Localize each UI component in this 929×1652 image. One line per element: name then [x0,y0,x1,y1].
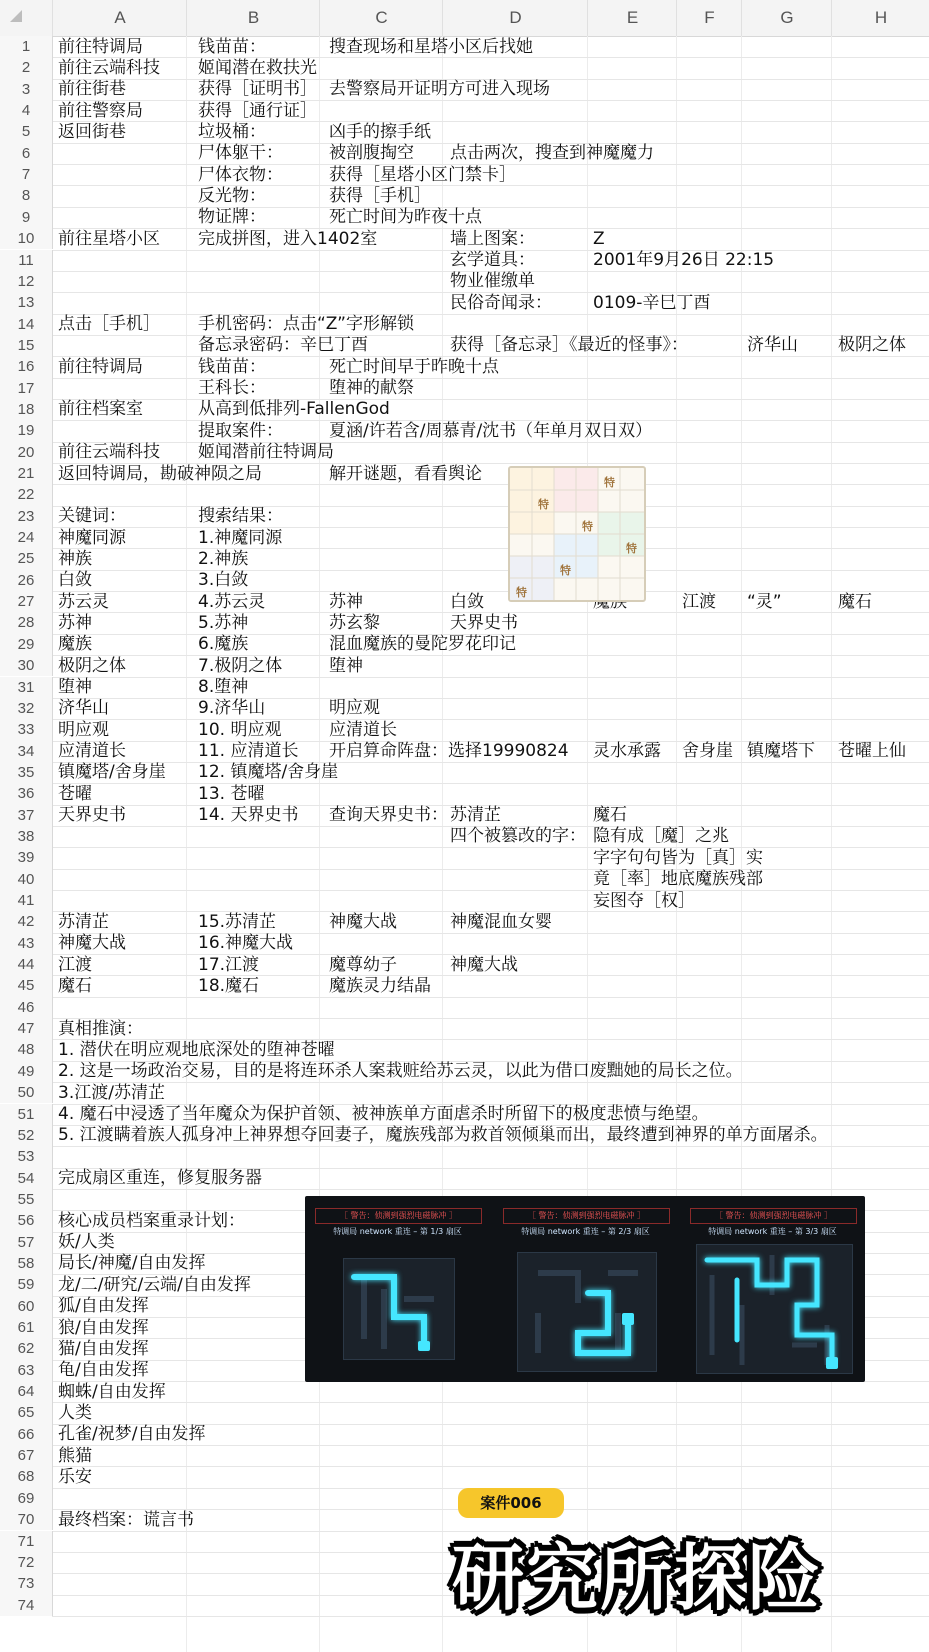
cell-c8[interactable]: 获得［手机］ [329,185,431,206]
row-header[interactable]: 21 [0,463,53,484]
row-gridline [52,399,929,400]
puzzle-tile-mark: 特 [604,476,615,489]
row-header[interactable]: 56 [0,1210,53,1231]
cell-a42[interactable]: 苏清芷 [58,911,109,932]
row-header[interactable]: 33 [0,719,53,740]
column-gridline [587,36,588,1652]
cell-a33[interactable]: 明应观 [58,719,109,740]
row-gridline [52,570,929,571]
cell-b25[interactable]: 2.神族 [198,548,249,569]
row-gridline [52,1466,929,1467]
maze-path [697,1245,852,1373]
row-header[interactable]: 64 [0,1381,53,1402]
tile-puzzle-image [508,466,646,602]
cell-b2[interactable]: 姬闻潜在救扶光 [198,57,317,78]
panel-warning: ［ 警告：侦测到强烈电磁脉冲 ］ [503,1208,670,1224]
column-gridline [442,36,443,1652]
cell-a67[interactable]: 熊猫 [58,1445,92,1466]
cell-g34[interactable]: 镇魔塔下 [747,741,815,762]
cell-e41[interactable]: 妄图夺［权］ [593,890,695,911]
cell-b5[interactable]: 垃圾桶： [198,121,266,142]
row-gridline [52,890,929,891]
row-header[interactable]: 18 [0,399,53,420]
cell-a18[interactable]: 前往档案室 [58,399,143,420]
cell-a68[interactable]: 乐安 [58,1466,92,1487]
row-header[interactable]: 67 [0,1445,53,1466]
overlay-title: 研究所探险 [452,1536,823,1620]
row-header[interactable]: 57 [0,1232,53,1253]
row-header[interactable]: 36 [0,783,53,804]
cell-a27[interactable]: 苏云灵 [58,591,109,612]
row-header[interactable]: 23 [0,506,53,527]
cell-c19[interactable]: 夏涵/许若含/周慕青/沈书（年单月双日双） [329,420,653,441]
row-header[interactable]: 30 [0,655,53,676]
cell-c33[interactable]: 应清道长 [329,719,397,740]
cell-b44[interactable]: 17.江渡 [198,954,260,975]
cell-b16[interactable]: 钱苗苗： [198,356,266,377]
row-header[interactable]: 53 [0,1146,53,1167]
cell-a24[interactable]: 神魔同源 [58,527,126,548]
cell-c30[interactable]: 堕神 [329,655,363,676]
row-gridline [52,677,929,678]
cell-c7[interactable]: 获得［星塔小区门禁卡］ [329,164,516,185]
cell-c6[interactable]: 被剖腹掏空 [329,143,414,164]
row-header[interactable]: 9 [0,207,53,228]
cell-a14[interactable]: 点击［手机］ [58,314,160,335]
cell-b30[interactable]: 7.极阴之体 [198,655,283,676]
cell-c28[interactable]: 苏玄黎 [329,612,380,633]
cell-b32[interactable]: 9.济华山 [198,698,266,719]
row-header[interactable]: 14 [0,314,53,335]
cell-a64[interactable]: 蜘蛛/自由发挥 [58,1381,166,1402]
row-header[interactable]: 4 [0,100,53,121]
cell-b3[interactable]: 获得［证明书］ [198,79,317,100]
row-header[interactable]: 63 [0,1360,53,1381]
cell-b18[interactable]: 从高到低排列-FallenGod [198,399,390,420]
row-header[interactable]: 45 [0,975,53,996]
row-header[interactable]: 66 [0,1424,53,1445]
row-header[interactable]: 1 [0,36,53,57]
row-header[interactable]: 7 [0,164,53,185]
cell-a5[interactable]: 返回街巷 [58,121,126,142]
column-header-a[interactable]: A [52,0,187,36]
maze-path [518,1253,656,1371]
cell-c29[interactable]: 混血魔族的曼陀罗花印记 [329,634,516,655]
cell-c42[interactable]: 神魔大战 [329,911,397,932]
cell-c37[interactable]: 查询天界史书： [329,805,448,826]
cell-d6[interactable]: 点击两次，搜查到神魔魔力 [450,143,654,164]
cell-d38[interactable]: 四个被篡改的字： [450,826,586,847]
cell-b27[interactable]: 4.苏云灵 [198,591,266,612]
cell-e40[interactable]: 竟［率］地底魔族残部 [593,869,763,890]
row-header[interactable]: 47 [0,1018,53,1039]
cell-b34[interactable]: 11. 应清道长 [198,741,299,762]
maze-grid [696,1244,853,1374]
row-header[interactable]: 70 [0,1509,53,1530]
cell-b43[interactable]: 16.神魔大战 [198,933,294,954]
cell-b26[interactable]: 3.白敛 [198,570,249,591]
column-header-bar [0,0,929,37]
row-header[interactable]: 44 [0,954,53,975]
select-all-icon [10,10,22,22]
cell-e39[interactable]: 字字句句皆为［真］实 [593,847,763,868]
cell-a20[interactable]: 前往云端科技 [58,442,160,463]
row-gridline [52,314,929,315]
column-header-e[interactable]: E [587,0,677,36]
cell-a61[interactable]: 狼/自由发挥 [58,1317,149,1338]
row-header[interactable]: 20 [0,442,53,463]
row-gridline [52,121,929,122]
select-all-corner[interactable] [0,0,53,36]
row-header[interactable]: 17 [0,378,53,399]
row-header[interactable]: 39 [0,847,53,868]
row-header[interactable]: 46 [0,997,53,1018]
cell-a65[interactable]: 人类 [58,1402,92,1423]
cell-a58[interactable]: 局长/神魔/自由发挥 [58,1253,206,1274]
row-gridline [52,1402,929,1403]
cell-e11[interactable]: 2001年9月26日 22:15 [593,250,775,270]
network-panel-1 [315,1208,480,1372]
row-gridline [52,527,929,528]
row-header[interactable]: 71 [0,1531,53,1552]
cell-b42[interactable]: 15.苏清芷 [198,911,277,932]
row-header[interactable]: 15 [0,335,53,356]
cell-a4[interactable]: 前往警察局 [58,100,143,121]
maze-grid [343,1258,455,1360]
panel-subtitle: 特调局 network 重连 – 第 1/3 扇区 [333,1227,462,1236]
cell-a21[interactable]: 返回特调局，勘破神陨之局 [58,463,262,484]
row-header[interactable]: 73 [0,1573,53,1594]
column-header-d[interactable]: D [442,0,588,36]
cell-e10[interactable]: Z [593,228,605,249]
cell-b29[interactable]: 6.魔族 [198,634,249,655]
column-gridline [186,36,187,1652]
row-header[interactable]: 74 [0,1595,53,1616]
cell-a34[interactable]: 应清道长 [58,741,126,762]
row-header[interactable]: 24 [0,527,53,548]
row-header[interactable]: 65 [0,1402,53,1423]
cell-a2[interactable]: 前往云端科技 [58,57,160,78]
cell-b24[interactable]: 1.神魔同源 [198,527,283,548]
cell-d27[interactable]: 白敛 [450,591,484,612]
cell-a47[interactable]: 真相推演： [58,1018,143,1039]
cell-b1[interactable]: 钱苗苗： [198,36,266,57]
row-header[interactable]: 50 [0,1082,53,1103]
cell-g15[interactable]: 济华山 [747,335,798,356]
row-header[interactable]: 12 [0,271,53,292]
cell-a66[interactable]: 孔雀/祝梦/自由发挥 [58,1424,206,1445]
row-header[interactable]: 62 [0,1338,53,1359]
cell-b23[interactable]: 搜索结果： [198,506,283,527]
column-header-g[interactable]: G [741,0,832,36]
row-header[interactable]: 55 [0,1189,53,1210]
column-gridline [741,36,742,1652]
cell-b4[interactable]: 获得［通行证］ [198,100,317,121]
cell-b19[interactable]: 提取案件： [198,420,283,441]
cell-a54[interactable]: 完成扇区重连，修复服务器 [58,1168,262,1189]
cell-d12[interactable]: 物业催缴单 [450,271,535,292]
cell-a36[interactable]: 苍曜 [58,783,92,804]
puzzle-tile-mark: 特 [516,586,527,599]
cell-b9[interactable]: 物证牌： [198,207,266,228]
cell-b37[interactable]: 14. 天界史书 [198,805,299,826]
cell-b17[interactable]: 王科长： [198,378,266,399]
row-header[interactable]: 41 [0,890,53,911]
row-header[interactable]: 5 [0,121,53,142]
cell-a57[interactable]: 妖/人类 [58,1232,115,1253]
cell-c9[interactable]: 死亡时间为昨夜十点 [329,207,482,228]
cell-a44[interactable]: 江渡 [58,954,92,975]
puzzle-tile-mark: 特 [582,520,593,533]
cell-b20[interactable]: 姬闻潜前往特调局 [198,442,334,463]
cell-a43[interactable]: 神魔大战 [58,933,126,954]
row-header[interactable]: 43 [0,933,53,954]
row-header[interactable]: 68 [0,1466,53,1487]
cell-f34[interactable]: 舍身崖 [682,741,733,762]
puzzle-tile-mark: 特 [538,498,549,511]
row-header[interactable]: 37 [0,805,53,826]
cell-c5[interactable]: 凶手的擦手纸 [329,121,431,142]
row-header[interactable]: 35 [0,762,53,783]
row-header[interactable]: 3 [0,79,53,100]
panel-warning: ［ 警告：侦测到强烈电磁脉冲 ］ [315,1208,482,1224]
row-header[interactable]: 69 [0,1488,53,1509]
cell-g27[interactable]: “灵” [747,591,782,612]
column-header-f[interactable]: F [676,0,742,36]
row-gridline [52,783,929,784]
row-header[interactable]: 13 [0,292,53,313]
cell-b14[interactable]: 手机密码：点击“Z”字形解锁 [198,314,414,335]
network-panel-3 [690,1208,855,1372]
cell-c21[interactable]: 解开谜题，看看舆论 [329,463,482,484]
column-gridline [831,36,832,1652]
cell-d15[interactable]: 获得［备忘录］《最近的怪事》： [450,335,688,356]
cell-e38[interactable]: 隐有成［魔］之兆 [593,826,729,847]
row-header[interactable]: 22 [0,484,53,505]
cell-a31[interactable]: 堕神 [58,677,92,697]
maze-grid [517,1252,657,1372]
row-gridline [52,997,929,998]
row-gridline [52,847,929,848]
row-gridline [52,207,929,208]
cell-c32[interactable]: 明应观 [329,698,380,719]
cell-a51[interactable]: 4. 魔石中浸透了当年魔众为保护首领、被神族单方面虐杀时所留下的极度悲愤与绝望。 [58,1104,709,1124]
cell-a30[interactable]: 极阴之体 [58,655,126,676]
row-header[interactable]: 51 [0,1104,53,1125]
row-header[interactable]: 26 [0,570,53,591]
row-gridline [52,698,929,699]
row-header[interactable]: 8 [0,185,53,206]
cell-c27[interactable]: 苏神 [329,591,363,612]
panel-subtitle: 特调局 network 重连 – 第 2/3 扇区 [521,1227,650,1236]
puzzle-tile-mark: 特 [626,542,637,555]
cell-d28[interactable]: 天界史书 [450,612,518,633]
cell-e13[interactable]: 0109-辛巳丁酉 [593,292,711,313]
cell-a1[interactable]: 前往特调局 [58,36,143,57]
cell-a70[interactable]: 最终档案：谎言书 [58,1509,194,1530]
row-header[interactable]: 16 [0,356,53,377]
column-gridline [319,36,320,1652]
cell-a63[interactable]: 龟/自由发挥 [58,1360,149,1381]
panel-subtitle: 特调局 network 重连 – 第 3/3 扇区 [708,1227,837,1236]
row-gridline [52,548,929,549]
panel-warning: ［ 警告：侦测到强烈电磁脉冲 ］ [690,1208,857,1224]
network-panel-2 [503,1208,668,1372]
cell-h34[interactable]: 苍曜上仙 [838,741,906,762]
column-header-b[interactable]: B [186,0,320,36]
row-gridline [52,1018,929,1019]
cell-b6[interactable]: 尸体躯干： [198,143,283,164]
column-header-h[interactable]: H [831,0,929,36]
cell-h27[interactable]: 魔石 [838,591,872,612]
cell-b15[interactable]: 备忘录密码：辛巳丁酉 [198,335,368,356]
row-gridline [52,591,929,592]
cell-a37[interactable]: 天界史书 [58,805,126,826]
cell-a26[interactable]: 白敛 [58,570,92,591]
cell-a35[interactable]: 镇魔塔/舍身崖 [58,762,166,783]
row-header[interactable]: 38 [0,826,53,847]
row-header[interactable]: 60 [0,1296,53,1317]
cell-a23[interactable]: 关键词： [58,506,126,527]
row-header[interactable]: 58 [0,1253,53,1274]
row-header[interactable]: 28 [0,612,53,633]
cell-a25[interactable]: 神族 [58,548,92,569]
row-header[interactable]: 59 [0,1274,53,1295]
cell-d11[interactable]: 玄学道具： [450,250,535,270]
cell-c16[interactable]: 死亡时间早于昨晚十点 [329,356,499,377]
cell-d13[interactable]: 民俗奇闻录： [450,292,552,313]
cell-c1[interactable]: 搜查现场和星塔小区后找她 [329,36,533,57]
case-badge: 案件006 [458,1488,564,1518]
row-gridline [52,100,929,101]
row-header[interactable]: 48 [0,1039,53,1060]
maze-path [344,1259,454,1359]
cell-a10[interactable]: 前往星塔小区 [58,228,160,249]
cell-e34[interactable]: 灵水承露 [593,741,661,762]
row-header[interactable]: 52 [0,1125,53,1146]
cell-a48[interactable]: 1. 潜伏在明应观地底深处的堕神苍曜 [58,1039,335,1060]
cell-b33[interactable]: 10. 明应观 [198,719,282,740]
cell-d37[interactable]: 苏清芷 [450,805,501,826]
cell-h15[interactable]: 极阴之体 [838,335,906,356]
row-header[interactable]: 42 [0,911,53,932]
column-header-c[interactable]: C [319,0,443,36]
row-header[interactable]: 72 [0,1552,53,1573]
cell-b10[interactable]: 完成拼图，进入1402室 [198,228,378,249]
row-header[interactable]: 6 [0,143,53,164]
puzzle-tile-mark: 特 [560,564,571,577]
row-header[interactable]: 11 [0,250,53,271]
cell-a62[interactable]: 猫/自由发挥 [58,1338,149,1359]
row-header[interactable]: 49 [0,1061,53,1082]
row-header[interactable]: 29 [0,634,53,655]
cell-c44[interactable]: 魔尊幼子 [329,954,397,975]
row-gridline [52,506,929,507]
row-header[interactable]: 27 [0,591,53,612]
cell-b28[interactable]: 5.苏神 [198,612,249,633]
cell-a60[interactable]: 狐/自由发挥 [58,1296,149,1317]
row-header[interactable]: 61 [0,1317,53,1338]
row-header[interactable]: 54 [0,1168,53,1189]
cell-a49[interactable]: 2. 这是一场政治交易，目的是将连环杀人案栽赃给苏云灵，以此为借口废黜她的局长之位。 [58,1061,743,1082]
cell-a52[interactable]: 5. 江渡瞒着族人孤身冲上神界想夺回妻子，魔族残部为救首领倾巢而出，最终遭到神界的单方面屠杀。 [58,1125,828,1146]
cell-b8[interactable]: 反光物： [198,185,266,206]
network-repair-screenshot [305,1196,865,1382]
row-header[interactable]: 19 [0,420,53,441]
cell-a56[interactable]: 核心成员档案重录计划： [58,1210,245,1231]
row-header[interactable]: 10 [0,228,53,249]
cell-a29[interactable]: 魔族 [58,634,92,655]
cell-d10[interactable]: 墙上图案： [450,228,535,249]
row-header[interactable]: 25 [0,548,53,569]
row-gridline [52,869,929,870]
cell-a50[interactable]: 3.江渡/苏清芷 [58,1082,165,1103]
cell-a59[interactable]: 龙/二/研究/云端/自由发挥 [58,1274,251,1295]
cell-a16[interactable]: 前往特调局 [58,356,143,377]
cell-d42[interactable]: 神魔混血女婴 [450,911,552,932]
row-header[interactable]: 2 [0,57,53,78]
cell-c34[interactable]: 开启算命阵盘：选择19990824 [329,741,569,762]
cell-a32[interactable]: 济华山 [58,698,109,719]
cell-b36[interactable]: 13. 苍曜 [198,783,265,804]
cell-b35[interactable]: 12. 镇魔塔/舍身崖 [198,762,339,783]
row-gridline [52,719,929,720]
cell-a45[interactable]: 魔石 [58,975,92,996]
row-header[interactable]: 32 [0,698,53,719]
cell-c17[interactable]: 堕神的献祭 [329,378,414,399]
cell-f27[interactable]: 江渡 [682,591,716,612]
cell-b31[interactable]: 8.堕神 [198,677,249,697]
puzzle-grid [510,468,644,600]
cell-e37[interactable]: 魔石 [593,805,627,826]
cell-a3[interactable]: 前往街巷 [58,79,126,100]
row-header[interactable]: 40 [0,869,53,890]
cell-c45[interactable]: 魔族灵力结晶 [329,975,431,996]
cell-a28[interactable]: 苏神 [58,612,92,633]
cell-c3[interactable]: 去警察局开证明方可进入现场 [329,79,550,100]
row-header[interactable]: 34 [0,741,53,762]
cell-d44[interactable]: 神魔大战 [450,954,518,975]
row-header[interactable]: 31 [0,677,53,698]
cell-b7[interactable]: 尸体衣物： [198,164,283,185]
cell-b45[interactable]: 18.魔石 [198,975,260,996]
